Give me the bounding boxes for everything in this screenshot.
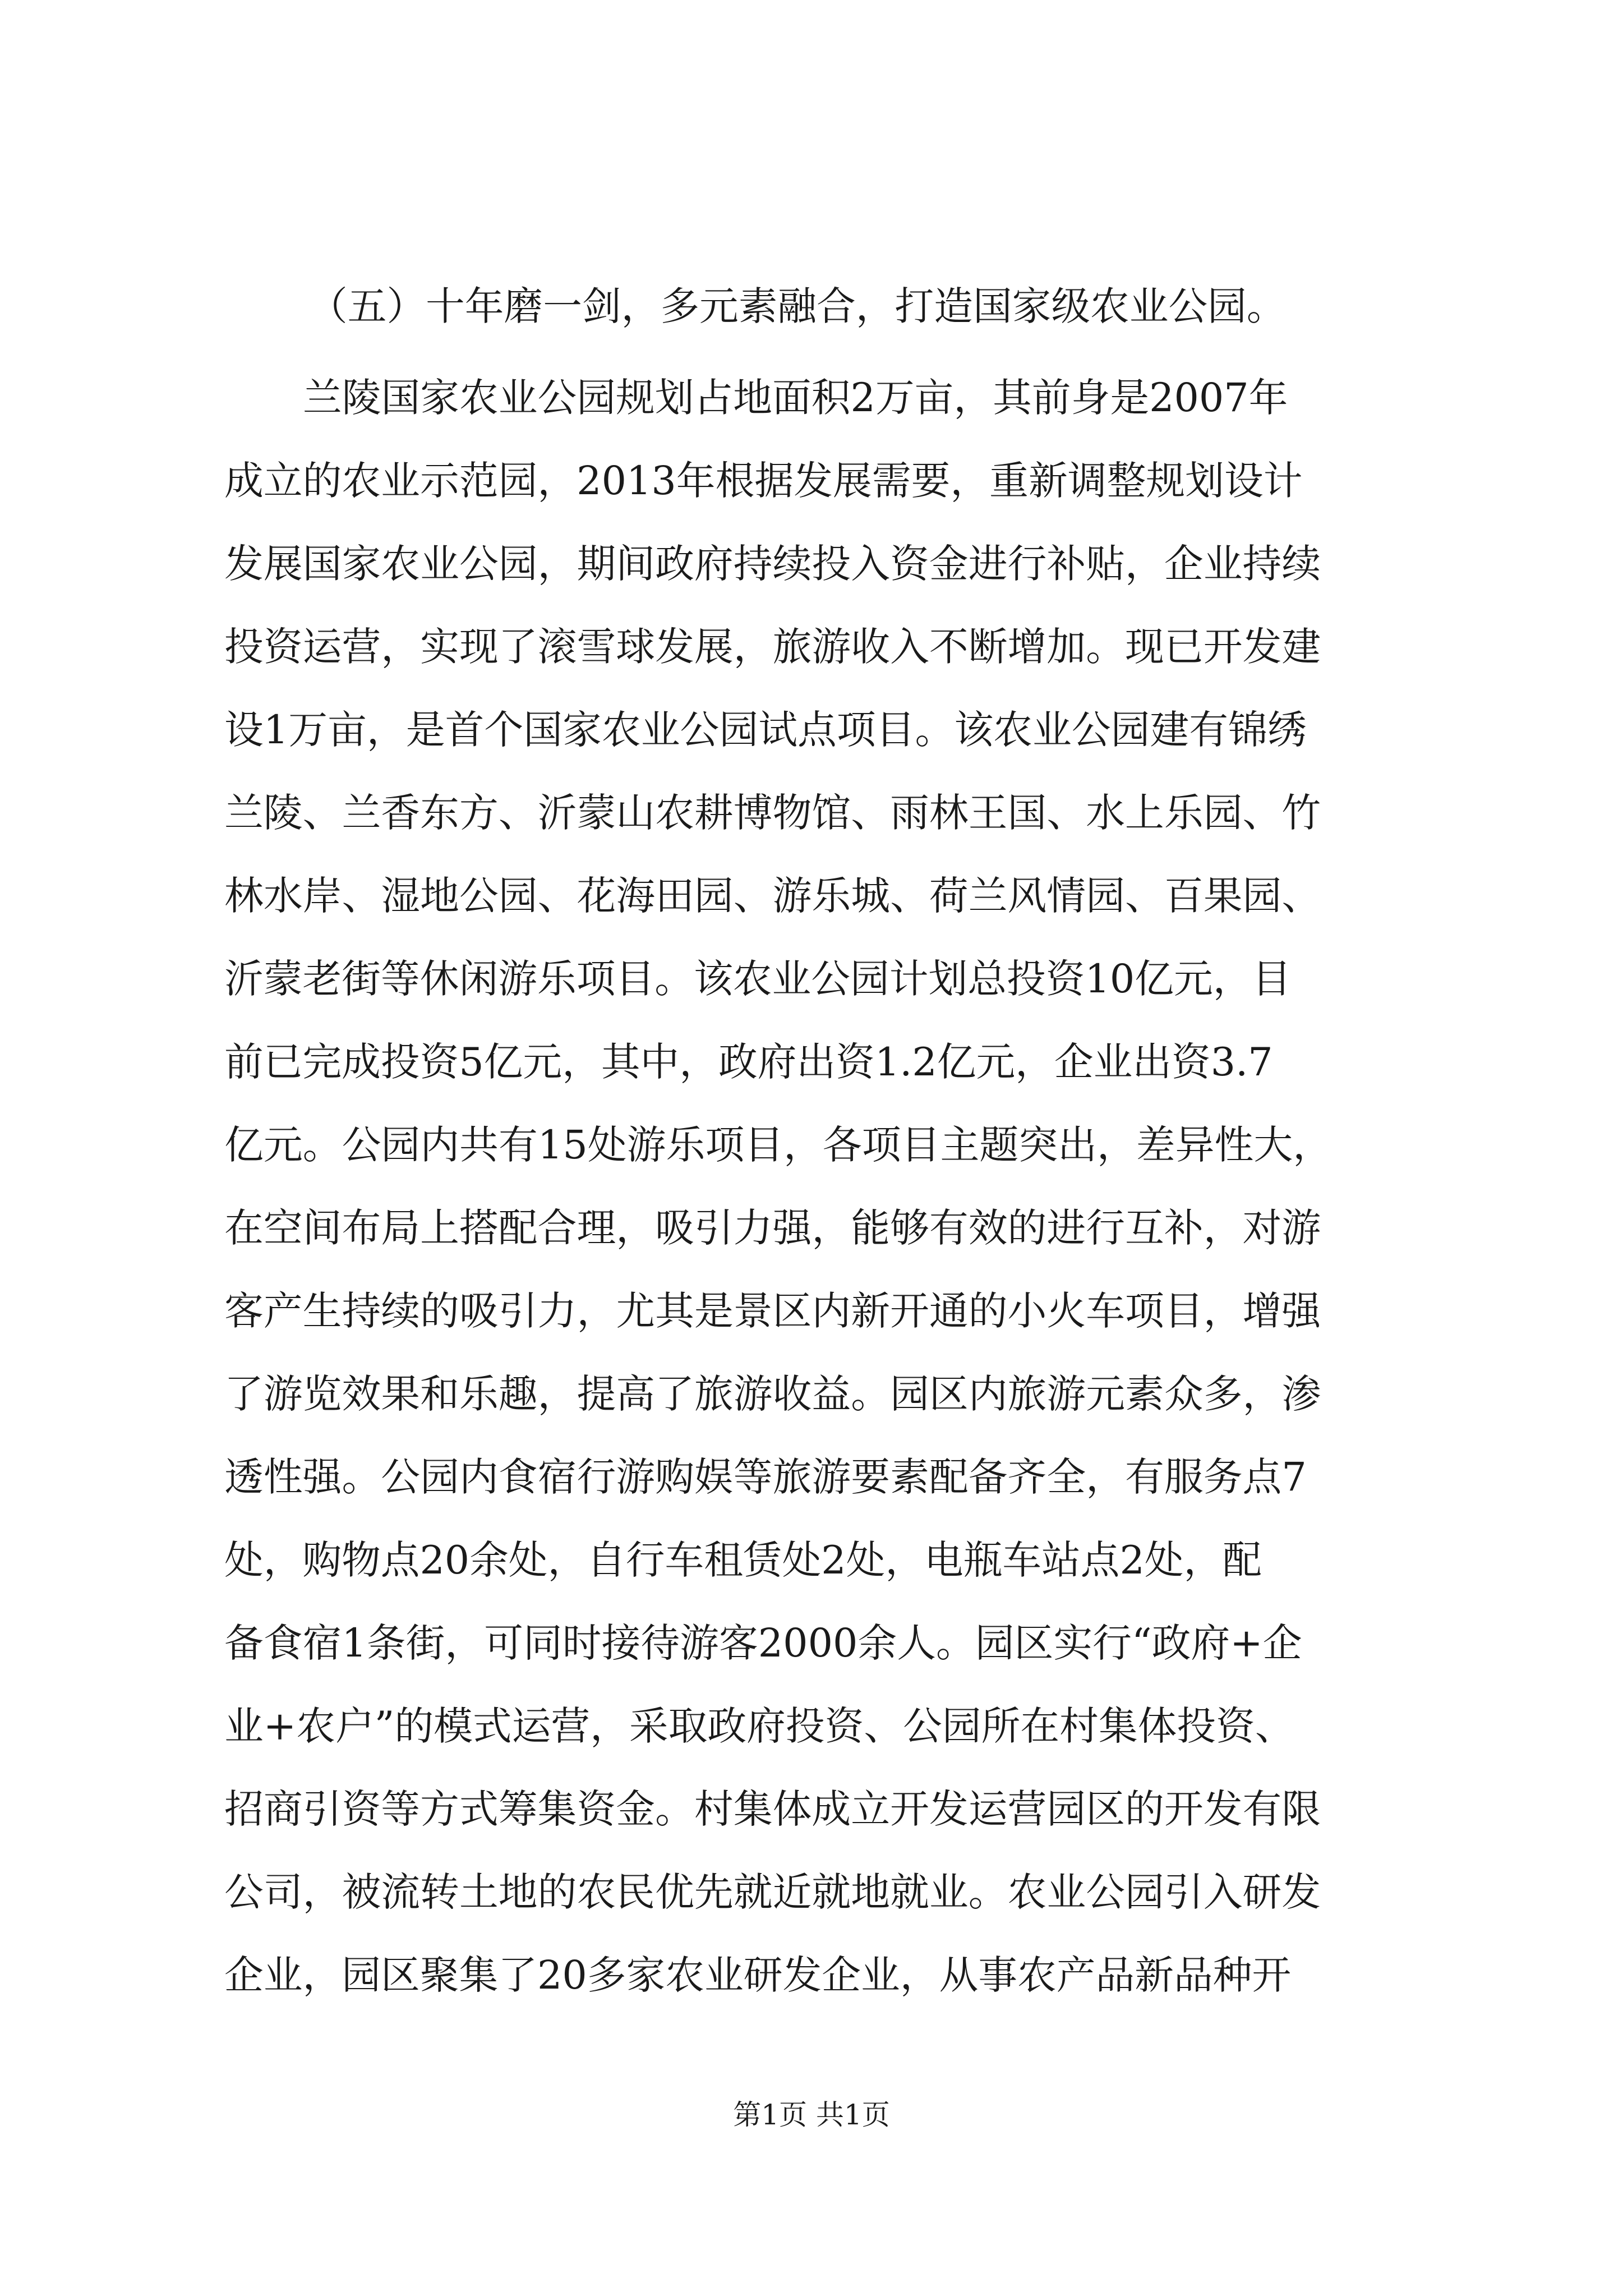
- paragraph-line: 发展国家农业公园，期间政府持续投入资金进行补贴，企业持续: [224, 541, 1321, 587]
- page-footer: 第1页 共1页: [733, 2099, 890, 2131]
- paragraph-line: 沂蒙老街等休闲游乐项目。该农业公园计划总投资10亿元，目: [224, 956, 1292, 1002]
- paragraph-line: 林水岸、湿地公园、花海田园、游乐城、荷兰风情园、百果园、: [224, 873, 1321, 919]
- paragraph-line: 招商引资等方式筹集资金。村集体成立开发运营园区的开发有限: [224, 1787, 1321, 1832]
- paragraph-line: 备食宿1条街，可同时接待游客2000余人。园区实行“政府+企: [224, 1621, 1302, 1666]
- paragraph-line: 处，购物点20余处，自行车租赁处2处，电瓶车站点2处，配: [224, 1538, 1262, 1583]
- paragraph-line: 透性强。公园内食宿行游购娱等旅游要素配备齐全，有服务点7: [224, 1455, 1307, 1500]
- paragraph-line: 在空间布局上搭配合理，吸引力强，能够有效的进行互补，对游: [224, 1205, 1321, 1251]
- paragraph-line: 业+农户”的模式运营，采取政府投资、公园所在村集体投资、: [224, 1704, 1294, 1749]
- paragraph-line: 客产生持续的吸引力，尤其是景区内新开通的小火车项目，增强: [224, 1289, 1321, 1334]
- paragraph-line: 兰陵、兰香东方、沂蒙山农耕博物馆、雨林王国、水上乐园、竹: [224, 790, 1321, 836]
- paragraph-line: 成立的农业示范园，2013年根据发展需要，重新调整规划设计: [224, 458, 1303, 504]
- paragraph-line: 兰陵国家农业公园规划占地面积2万亩，其前身是2007年: [303, 375, 1288, 421]
- paragraph-line: 亿元。公园内共有15处游乐项目，各项目主题突出，差异性大，: [224, 1122, 1332, 1168]
- paragraph-line: 公司，被流转土地的农民优先就近就地就业。农业公园引入研发: [224, 1870, 1321, 1915]
- paragraph-line: 前已完成投资5亿元，其中，政府出资1.2亿元，企业出资3.7: [224, 1039, 1273, 1085]
- section-heading: （五）十年磨一剑，多元素融合，打造国家级农业公园。: [308, 284, 1286, 329]
- paragraph-line: 投资运营，实现了滚雪球发展，旅游收入不断增加。现已开发建: [224, 624, 1321, 670]
- paragraph-line: 设1万亩，是首个国家农业公园试点项目。该农业公园建有锦绣: [224, 707, 1307, 753]
- paragraph-line: 企业，园区聚集了20多家农业研发企业，从事农产品新品种开: [224, 1953, 1292, 1998]
- paragraph-line: 了游览效果和乐趣，提高了旅游收益。园区内旅游元素众多，渗: [224, 1372, 1321, 1417]
